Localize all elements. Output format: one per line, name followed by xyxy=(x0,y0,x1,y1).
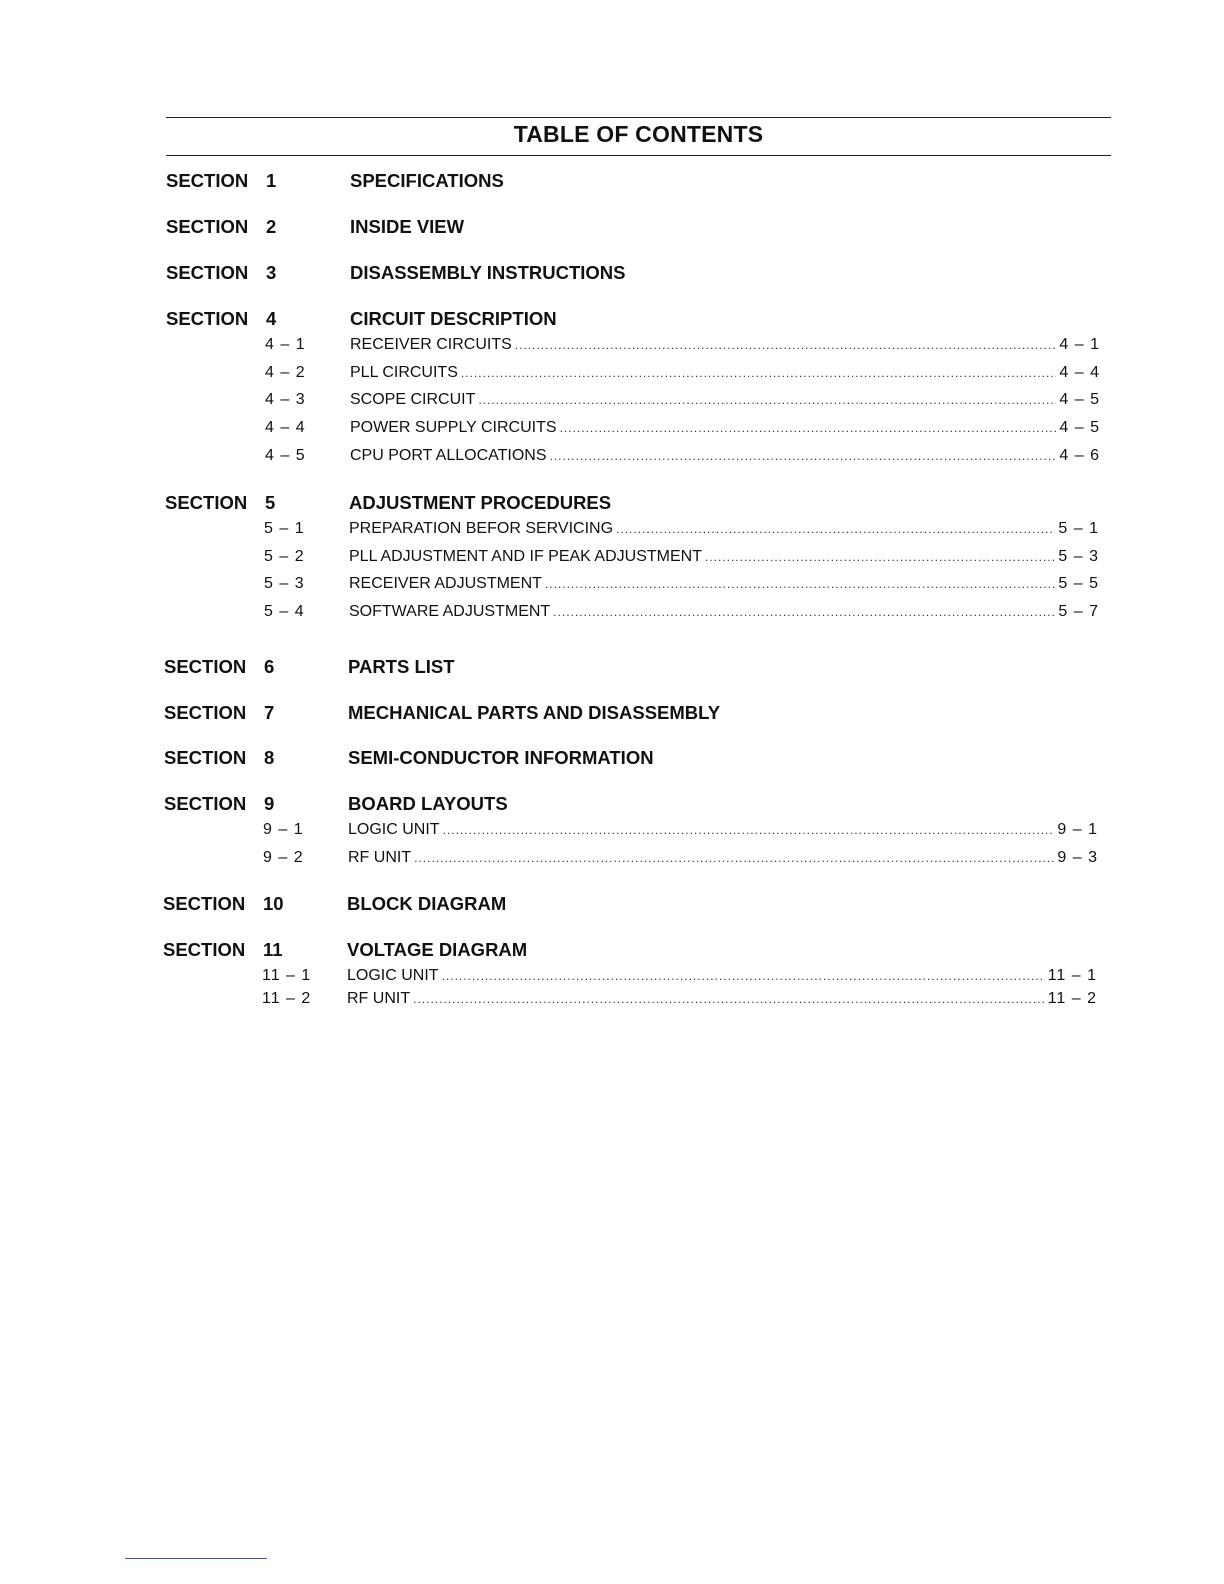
toc-entry[interactable] xyxy=(0,419,1224,447)
toc-entry[interactable] xyxy=(0,336,1224,364)
section-label: SECTION xyxy=(166,170,249,191)
dot-leader xyxy=(414,851,1054,865)
section-title: VOLTAGE DIAGRAM xyxy=(347,939,528,960)
entry-line xyxy=(349,575,1099,593)
section-label: SECTION xyxy=(164,747,247,768)
toc-section xyxy=(0,747,1222,775)
entry-number: 4 – 2 xyxy=(265,363,306,381)
toc-entry[interactable] xyxy=(0,849,1222,877)
dot-leader xyxy=(553,605,1055,619)
entry-page-number: 5 – 1 xyxy=(1058,520,1099,537)
entry-line xyxy=(347,967,1097,985)
footer-link-underline xyxy=(125,1558,267,1559)
entry-page-number: 9 – 1 xyxy=(1057,821,1098,838)
entry-title: RECEIVER ADJUSTMENT xyxy=(349,575,542,593)
section-label: SECTION xyxy=(165,492,248,513)
toc-section xyxy=(0,893,1221,921)
section-label: SECTION xyxy=(163,939,246,960)
entry-line xyxy=(350,336,1100,354)
section-number: 10 xyxy=(263,893,284,914)
section-number: 2 xyxy=(266,216,277,237)
entry-title: RECEIVER CIRCUITS xyxy=(350,336,512,353)
entry-number: 4 – 5 xyxy=(265,446,306,464)
section-heading xyxy=(0,492,1223,520)
entry-page-number: 4 – 5 xyxy=(1059,419,1100,437)
toc-section xyxy=(0,793,1222,876)
toc-entry[interactable] xyxy=(0,391,1224,419)
toc-section xyxy=(0,939,1221,1013)
toc-entry[interactable] xyxy=(0,990,1221,1013)
toc-entry[interactable] xyxy=(0,603,1223,631)
entry-page-number: 4 – 1 xyxy=(1059,336,1100,353)
section-title: DISASSEMBLY INSTRUCTIONS xyxy=(350,262,626,283)
toc-section xyxy=(0,170,1224,198)
toc-entry[interactable] xyxy=(0,548,1223,576)
entry-page-number: 11 – 1 xyxy=(1047,967,1097,984)
entry-title: RF UNIT xyxy=(348,848,412,866)
section-heading xyxy=(0,747,1222,775)
section-heading xyxy=(0,702,1222,730)
section-number: 6 xyxy=(264,656,275,677)
section-title: INSIDE VIEW xyxy=(350,216,465,237)
toc-entry[interactable] xyxy=(0,447,1224,475)
dot-leader xyxy=(461,366,1057,380)
section-title: SEMI-CONDUCTOR INFORMATION xyxy=(348,747,654,768)
section-heading xyxy=(0,939,1221,967)
section-label: SECTION xyxy=(166,216,249,237)
top-rule xyxy=(166,117,1111,118)
section-number: 8 xyxy=(264,747,275,768)
toc-entry[interactable] xyxy=(0,520,1223,548)
section-number: 4 xyxy=(266,308,277,329)
section-heading xyxy=(0,793,1222,821)
entry-page-number: 4 – 4 xyxy=(1059,363,1100,381)
entry-title: RF UNIT xyxy=(347,990,411,1007)
section-label: SECTION xyxy=(164,702,247,723)
section-heading xyxy=(0,656,1222,684)
section-title: MECHANICAL PARTS AND DISASSEMBLY xyxy=(348,702,721,723)
section-title: PARTS LIST xyxy=(348,656,455,677)
entry-number: 4 – 3 xyxy=(265,391,306,409)
entry-page-number: 11 – 2 xyxy=(1047,990,1097,1007)
entry-line xyxy=(350,419,1100,437)
section-title: ADJUSTMENT PROCEDURES xyxy=(349,492,612,513)
entry-title: SCOPE CIRCUIT xyxy=(350,391,476,409)
section-number: 5 xyxy=(265,492,276,513)
section-number: 11 xyxy=(263,939,283,960)
entry-number: 4 – 1 xyxy=(265,336,306,353)
dot-leader xyxy=(560,421,1057,435)
toc-entry[interactable] xyxy=(0,821,1222,849)
section-heading xyxy=(0,262,1224,290)
section-heading xyxy=(0,216,1224,244)
section-label: SECTION xyxy=(164,793,247,814)
entry-line xyxy=(349,603,1099,621)
section-heading xyxy=(0,893,1221,921)
toc-section xyxy=(0,262,1224,290)
dot-leader xyxy=(413,992,1045,1006)
section-title: BOARD LAYOUTS xyxy=(348,793,508,814)
entry-line xyxy=(350,447,1100,465)
entry-line xyxy=(349,548,1099,566)
entry-page-number: 5 – 7 xyxy=(1058,603,1099,621)
entry-line xyxy=(348,821,1098,839)
dot-leader xyxy=(545,577,1055,591)
entry-title: SOFTWARE ADJUSTMENT xyxy=(349,603,551,621)
entry-line xyxy=(348,849,1098,867)
entry-title: LOGIC UNIT xyxy=(347,967,439,984)
toc-section xyxy=(0,492,1223,631)
entry-number: 11 – 2 xyxy=(262,990,312,1007)
entry-number: 9 – 2 xyxy=(263,848,304,866)
section-title: CIRCUIT DESCRIPTION xyxy=(350,308,557,329)
entry-number: 5 – 3 xyxy=(264,575,305,593)
section-number: 9 xyxy=(264,793,275,814)
toc-section xyxy=(0,216,1224,244)
entry-title: POWER SUPPLY CIRCUITS xyxy=(350,419,557,437)
entry-title: CPU PORT ALLOCATIONS xyxy=(350,446,547,464)
toc-section xyxy=(0,702,1222,730)
entry-title: PREPARATION BEFOR SERVICING xyxy=(349,520,614,537)
entry-line xyxy=(347,990,1097,1008)
entry-line xyxy=(349,520,1099,538)
entry-number: 4 – 4 xyxy=(265,419,306,437)
section-heading xyxy=(0,170,1224,198)
dot-leader xyxy=(442,969,1045,983)
section-label: SECTION xyxy=(166,262,249,283)
entry-title: LOGIC UNIT xyxy=(348,821,440,838)
section-label: SECTION xyxy=(166,308,249,329)
section-heading xyxy=(0,308,1224,336)
dot-leader xyxy=(443,823,1055,837)
toc-section xyxy=(0,656,1222,684)
entry-line xyxy=(350,364,1100,382)
dot-leader xyxy=(478,393,1056,407)
dot-leader xyxy=(550,449,1057,463)
section-number: 1 xyxy=(266,170,277,191)
section-title: SPECIFICATIONS xyxy=(350,170,504,191)
entry-page-number: 5 – 3 xyxy=(1058,547,1099,565)
toc-entry[interactable] xyxy=(0,364,1224,392)
dot-leader xyxy=(705,550,1055,564)
entry-number: 5 – 4 xyxy=(264,603,305,621)
entry-number: 5 – 2 xyxy=(264,547,305,565)
toc-entry[interactable] xyxy=(0,967,1221,990)
entry-number: 5 – 1 xyxy=(264,520,305,537)
page-title: TABLE OF CONTENTS xyxy=(513,121,764,147)
entry-title: PLL CIRCUITS xyxy=(350,363,458,381)
dot-leader xyxy=(515,338,1057,352)
entry-page-number: 4 – 6 xyxy=(1059,446,1100,464)
dot-leader xyxy=(616,522,1055,536)
section-title: BLOCK DIAGRAM xyxy=(347,893,507,914)
title-underline-rule xyxy=(166,155,1111,156)
toc-section xyxy=(0,308,1224,474)
entry-number: 9 – 1 xyxy=(263,821,304,838)
entry-title: PLL ADJUSTMENT AND IF PEAK ADJUSTMENT xyxy=(349,547,702,565)
section-number: 7 xyxy=(264,702,275,723)
toc-entry[interactable] xyxy=(0,575,1223,603)
entry-number: 11 – 1 xyxy=(262,967,312,984)
entry-page-number: 5 – 5 xyxy=(1058,575,1099,593)
section-label: SECTION xyxy=(164,656,247,677)
entry-page-number: 9 – 3 xyxy=(1057,848,1098,866)
entry-line xyxy=(350,391,1100,409)
section-number: 3 xyxy=(266,262,277,283)
entry-page-number: 4 – 5 xyxy=(1059,391,1100,409)
section-label: SECTION xyxy=(163,893,246,914)
